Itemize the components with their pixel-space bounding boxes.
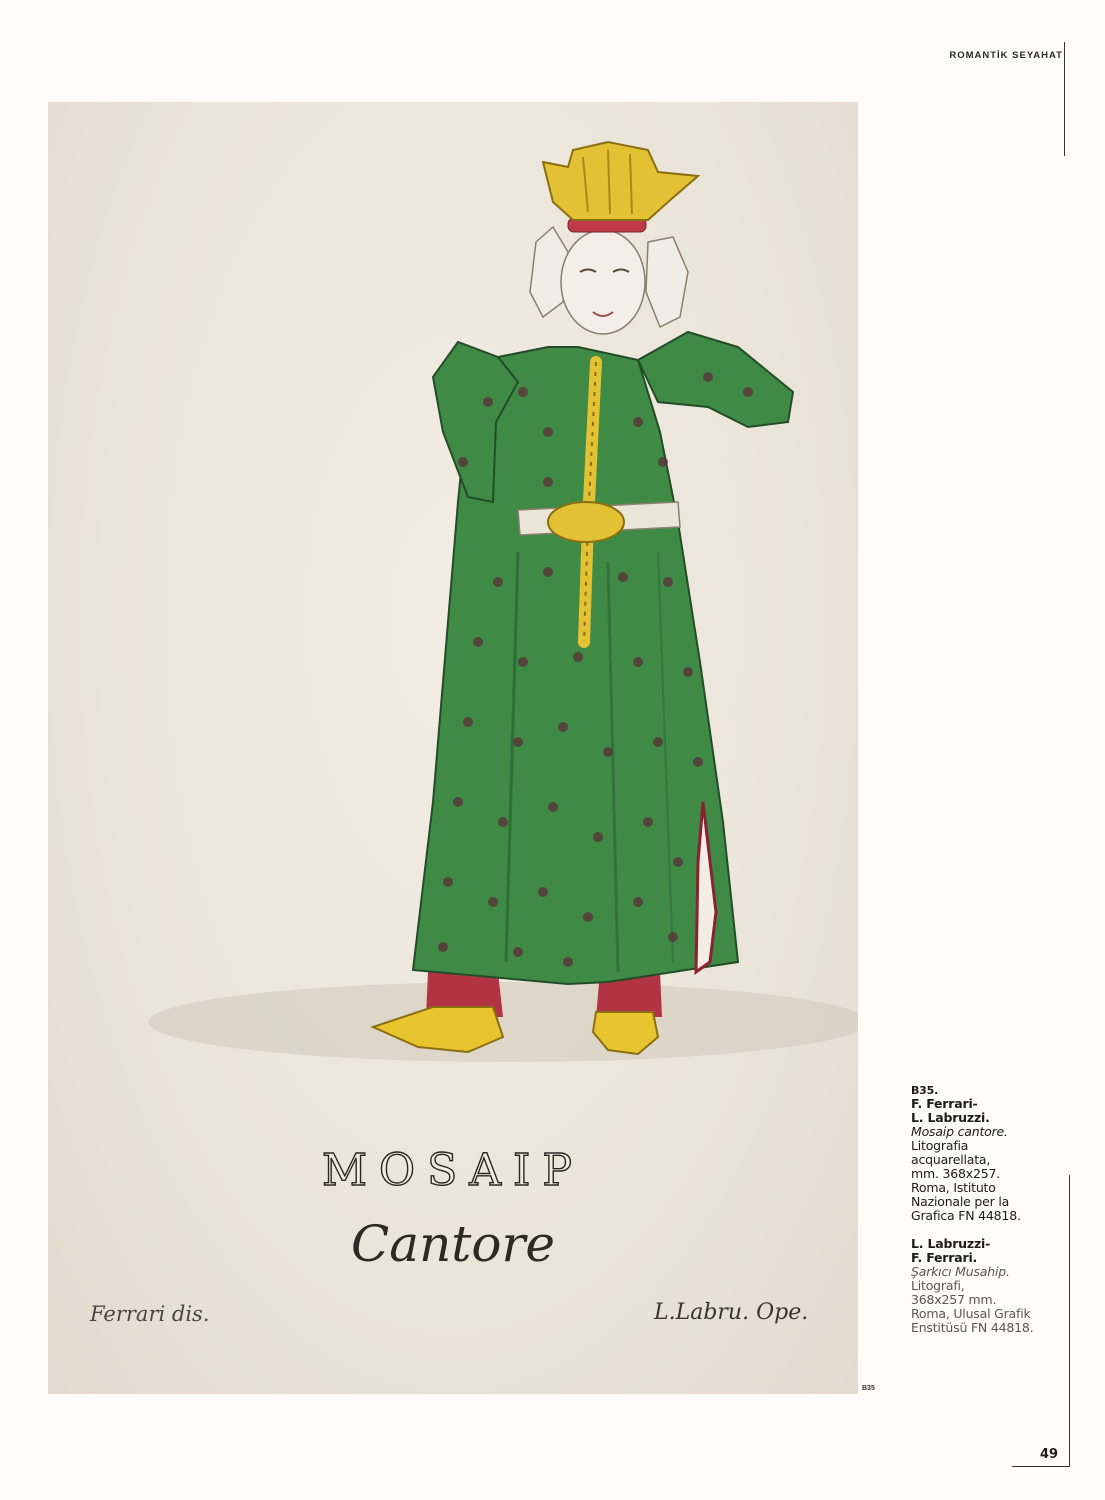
lithograph-plate <box>48 102 858 1394</box>
caption-location-2: Nazionale per la <box>911 1194 1010 1210</box>
running-title: ROMANTİK SEYAHAT <box>949 50 1063 61</box>
belt-buckle <box>548 502 624 542</box>
page-number: 49 <box>1040 1447 1059 1462</box>
caption-title: Mosaip cantore. <box>911 1124 1008 1140</box>
face <box>561 230 645 334</box>
caption-artist-2: L. Labruzzi. <box>911 1110 990 1126</box>
caption-tr-artist-1: L. Labruzzi- <box>911 1236 991 1252</box>
golden-hat <box>543 142 698 220</box>
caption-location-3: Grafica FN 44818. <box>911 1208 1021 1224</box>
caption-tr-title: Şarkıcı Musahip. <box>911 1264 1010 1280</box>
plate-number: B35 <box>862 1385 875 1392</box>
engraver-signature-right: L.Labru. Ope. <box>654 1300 809 1325</box>
caption-rule <box>1069 1175 1070 1467</box>
folio-rule <box>1012 1466 1070 1467</box>
caption-tr-dimensions: 368x257 mm. <box>911 1292 997 1308</box>
caption-location-1: Roma, Istituto <box>911 1180 996 1196</box>
caption-tr-location-1: Roma, Ulusal Grafik <box>911 1306 1031 1322</box>
artist-signature-left: Ferrari dis. <box>90 1302 210 1326</box>
right-hand <box>646 237 688 327</box>
caption-tr-medium: Litografi, <box>911 1278 965 1294</box>
figure-caption <box>911 1085 1061 1335</box>
costume-figure-illustration <box>48 102 858 1394</box>
caption-number: B35. <box>911 1084 939 1097</box>
caption-tr-location-2: Enstitüsü FN 44818. <box>911 1320 1034 1336</box>
right-sleeve <box>638 332 793 427</box>
caption-dimensions: mm. 368x257. <box>911 1166 1000 1182</box>
ground-shadow <box>148 982 858 1062</box>
caption-tr-artist-2: F. Ferrari. <box>911 1250 978 1266</box>
plate-subtitle: Cantore <box>351 1215 555 1273</box>
header-rule <box>1064 42 1065 156</box>
caption-medium-2: acquarellata, <box>911 1152 991 1168</box>
plate-title: MOSAIP <box>321 1145 585 1196</box>
caption-medium-1: Litografia <box>911 1138 969 1154</box>
caption-artist-1: F. Ferrari- <box>911 1096 978 1112</box>
